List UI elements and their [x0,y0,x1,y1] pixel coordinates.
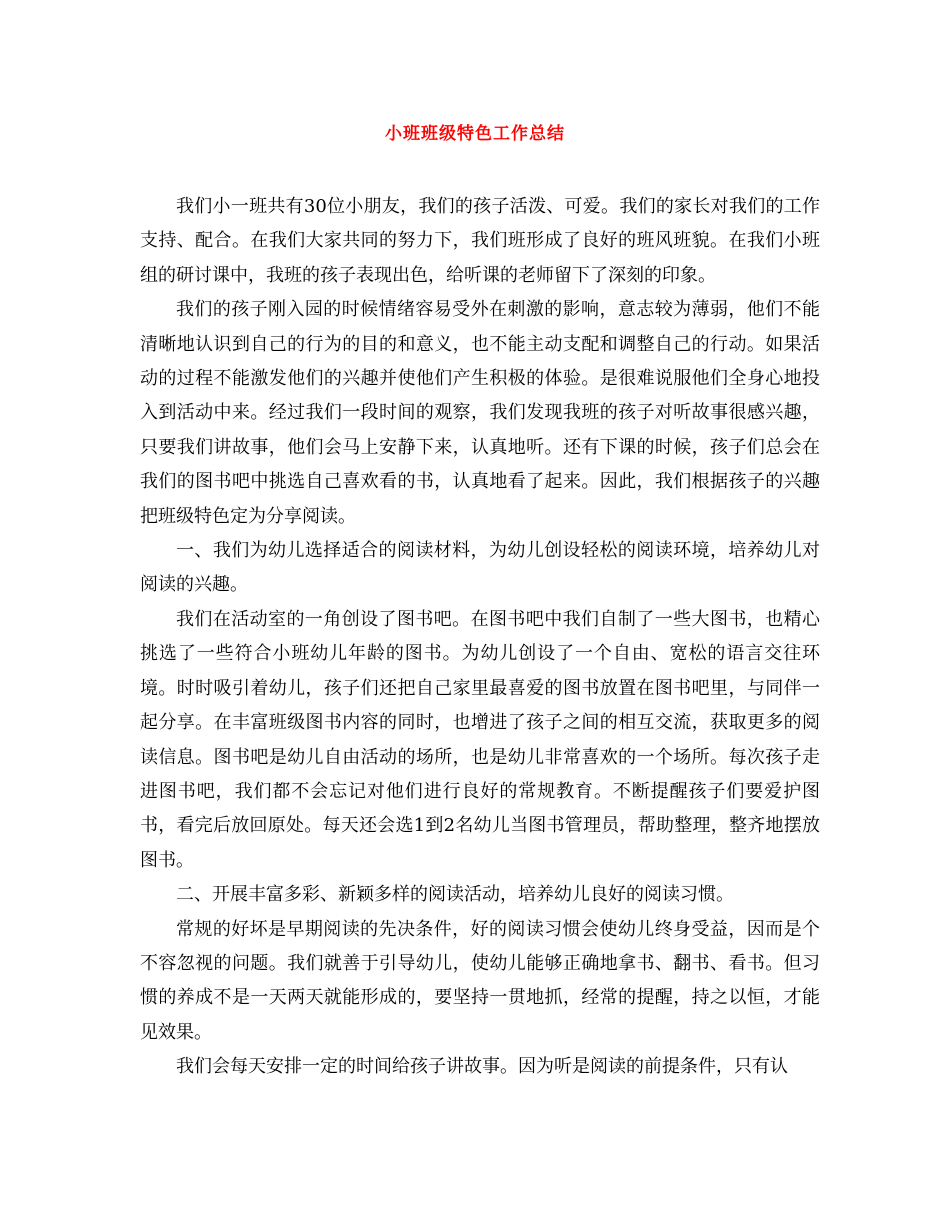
paragraph-intro: 我们小一班共有30位小朋友，我们的孩子活泼、可爱。我们的家长对我们的工作支持、配合。在我们大家共同的努力下，我们班形成了良好的班风班貌。在我们小班组的研讨课中，我班的孩子表现出色，给听课的老师留下了深刻的印象。 [140,196,820,286]
paragraph-section-two-heading: 二、开展丰富多彩、新颖多样的阅读活动，培养幼儿良好的阅读习惯。 [176,884,734,906]
document-body [140,190,820,1085]
paragraph-background: 我们的孩子刚入园的时候情绪容易受外在刺激的影响，意志较为薄弱，他们不能清晰地认识到自己的行为的目的和意义，也不能主动支配和调整自己的行动。如果活动的过程不能激发他们的兴趣并使他们产生积极的体验。是很难说服他们全身心地投入到活动中来。经过我们一段时间的观察，我们发现我班的孩子对听故事很感兴趣，只要我们讲故事，他们会马上安静下来，认真地听。还有下课的时候，孩子们总会在我们的图书吧中挑选自己喜欢看的书，认真地看了起来。因此，我们根据孩子的兴趣把班级特色定为分享阅读。 [140,299,820,527]
paragraph-section-one-heading: 一、我们为幼儿选择适合的阅读材料，为幼儿创设轻松的阅读环境，培养幼儿对阅读的兴趣。 [140,540,820,596]
document-title: 小班班级特色工作总结 [385,124,565,144]
paragraph-book-bar: 我们在活动室的一角创设了图书吧。在图书吧中我们自制了一些大图书，也精心挑选了一些符合小班幼儿年龄的图书。为幼儿创设了一个自由、宽松的语言交往环境。时时吸引着幼儿，孩子们还把自己家里最喜爱的图书放置在图书吧里，与同伴一起分享。在丰富班级图书内容的同时，也增进了孩子之间的相互交流，获取更多的阅读信息。图书吧是幼儿自由活动的场所，也是幼儿非常喜欢的一个场所。每次孩子走进图书吧，我们都不会忘记对他们进行良好的常规教育。不断提醒孩子们要爱护图书，看完后放回原处。每天还会选1到2名幼儿当图书管理员，帮助整理，整齐地摆放图书。 [140,608,820,871]
paragraph-storytelling: 我们会每天安排一定的时间给孩子讲故事。因为听是阅读的前提条件，只有认 [176,1056,788,1078]
paragraph-reading-habits: 常规的好坏是早期阅读的先决条件，好的阅读习惯会使幼儿终身受益，因而是个不容忽视的问题。我们就善于引导幼儿，使幼儿能够正确地拿书、翻书、看书。但习惯的养成不是一天两天就能形成的，要坚持一贯地抓，经常的提醒，持之以恒，才能见效果。 [140,918,820,1043]
